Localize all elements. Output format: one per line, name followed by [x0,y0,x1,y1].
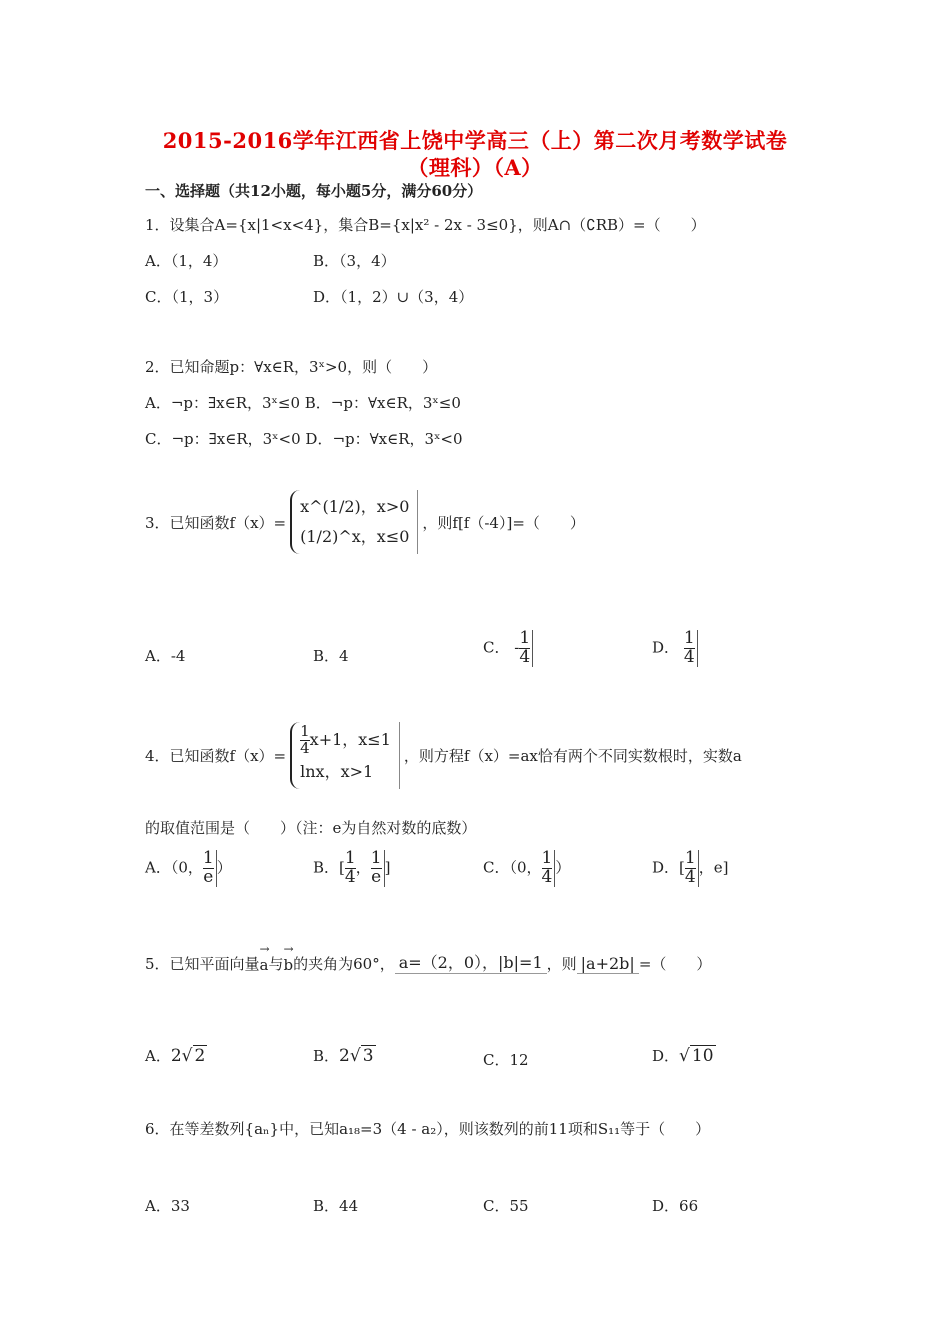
question-2-stem: 2．已知命题p：∀x∈R，3ˣ>0，则（ ） [145,358,438,376]
piece-1: x^(1/2)，x>0 [300,497,410,516]
question-4-option-b: B．[ $\frac{1}{4}$ ， $\frac{1}{e}$ ] [313,848,391,887]
question-6-option-c: C．55 [483,1197,529,1215]
piece-2: (1/2)^x，x≤0 [300,527,410,546]
question-6-option-d: D．66 [652,1197,699,1215]
question-6-stem: 6．在等差数列{aₙ}中，已知a₁₈=3（4 - a₂），则该数列的前11项和S₁₁等于（ ） [145,1120,711,1138]
question-3-prefix: 3．已知函数f（x）= [145,513,287,532]
question-4-line2: 的取值范围是（ ）（注：e为自然对数的底数） [145,819,477,837]
fraction: $\frac{1}{4}$ [683,628,695,667]
question-3-option-d [652,630,698,667]
question-6-option-a: A．33 [145,1197,190,1215]
question-2-options-ab: A．¬p：∃x∈R，3ˣ≤0 B．¬p：∀x∈R，3ˣ≤0 [145,394,461,412]
piecewise-function [290,490,418,554]
piece-2: lnx，x>1 [300,761,374,781]
option-label: C． [483,638,510,657]
fraction: $\frac{1}{4}$ [519,628,531,667]
question-1-option-b: B．（3，4） [313,252,396,270]
question-5-stem [145,950,711,974]
question-3-option-a: A．-4 [145,647,186,665]
vector-expression: |a+2b| [577,954,639,974]
page-subtitle: （理科）（A） [407,155,543,180]
question-3-suffix: ，则f[f（-4）]=（ ） [422,513,585,532]
vector-a: → a [260,950,269,974]
question-5-suffix: =（ ） [638,955,712,973]
piece-1: $\frac{1}{4}$ x+1，x≤1 [300,722,391,757]
question-3-option-c [483,630,533,667]
question-4-stem [145,722,742,789]
question-4-suffix: ，则方程f（x）=ax恰有两个不同实数根时，实数a [403,746,742,765]
option-label: D． [652,638,680,657]
question-6-option-b: B．44 [313,1197,359,1215]
section-heading: 一、选择题（共12小题，每小题5分，满分60分） [145,182,483,200]
question-1-option-d: D．（1，2）∪（3，4） [313,288,474,306]
question-5-prefix: 5．已知平面向量 [145,955,260,973]
question-2-options-cd: C．¬p：∃x∈R，3ˣ<0 D．¬p：∀x∈R，3ˣ<0 [145,430,463,448]
question-1-option-a: A．（1，4） [145,252,228,270]
question-5-option-c: C．12 [483,1051,529,1069]
question-4-option-a: A．（0， $\frac{1}{e}$ ） [145,848,232,887]
page-title: 2015-2016学年江西省上饶中学高三（上）第二次月考数学试卷 [162,128,788,153]
question-4-option-d: D．[ $\frac{1}{4}$ ，e] [652,848,729,887]
angle-text: 的夹角为60°， [293,955,395,973]
question-5-option-b: B．2√ 3 [313,1046,374,1066]
then-text: ，则 [546,955,577,973]
question-1-option-c: C．（1，3） [145,288,229,306]
question-3-option-b: B．4 [313,647,349,665]
question-5-option-d: D．√ 10 [652,1046,714,1066]
question-3-stem [145,490,585,554]
question-5-option-a: A．2√ 2 [145,1046,206,1066]
question-4-option-c: C．（0， $\frac{1}{4}$ ） [483,848,571,887]
given-vectors: a=（2，0），|b|=1 [395,950,547,974]
conjunction: 与 [268,955,284,973]
piecewise-function [290,722,400,789]
question-1-stem: 1．设集合A={x|1<x<4}，集合B={x|x² - 2x - 3≤0}，则A∩（∁RB）=（ ） [145,216,706,234]
vector-b: → b [284,950,294,974]
question-4-prefix: 4．已知函数f（x）= [145,746,287,765]
minus-sign: - [514,638,520,657]
